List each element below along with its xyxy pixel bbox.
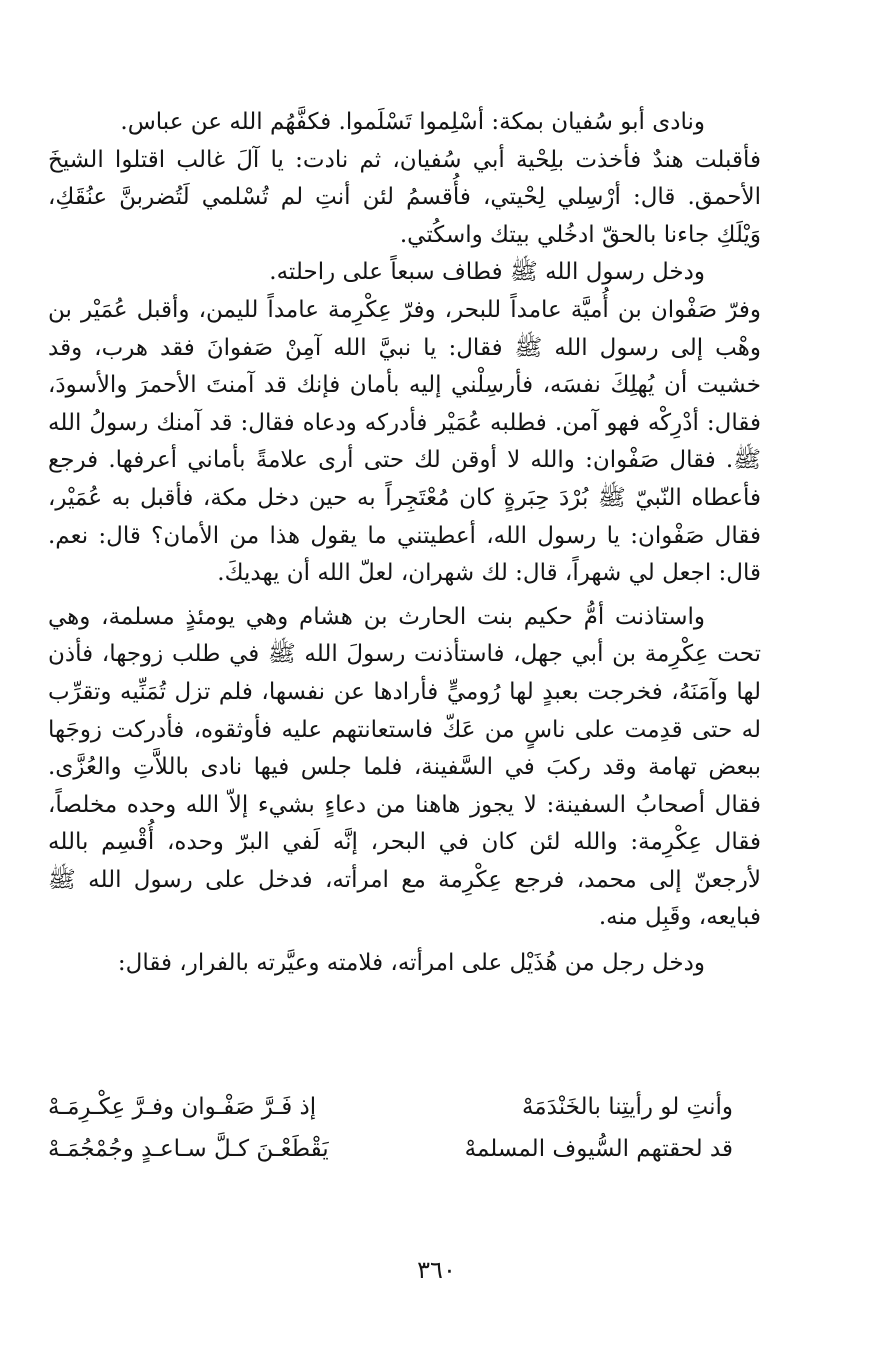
verse-intro: ودخل رجل من هُذَيْل على امرأته، فلامته وعيَّرته بالفرار، فقال:: [117, 950, 705, 977]
paragraph: ودخل رسول الله ﷺ فطاف سبعاً على راحلته.: [269, 259, 705, 286]
paragraph: فأقبلت هندٌ فأخذت بلِحْية أبي سُفيان، ثم نادت: يا آلَ غالب اقتلوا الشيخَ الأحمق. قال: أرْسِلي لِحْيتي، فأُقسمُ لئن أنتِ لم تُسْلمي لَتُضربنَّ عنُقَكِ، وَيْلَكِ جاءنا بالحقّ ادخُلي بيتك واسكُتي.: [48, 146, 761, 248]
verse-second-hemistich: إذ فَـرَّ صَفْـوان وفـرَّ عِكْـرِمَـهْ: [48, 1094, 317, 1120]
paragraph: واستاذنت أمُّ حكيم بنت الحارث بن هشام وهي يومئذٍ مسلمة، وهي تحت عِكْرِمة بن أبي جهل، فاستأذنت رسولَ الله ﷺ في طلب زوجها، فأذن لها وآمَنَهُ، فخرجت بعبدٍ لها رُوميٍّ فأرادها عن نفسها، فلم تزل تُمَنِّيه وتقرِّب له حتى قدِمت على ناسٍ من عَكّ فاستعانتهم عليه فأوثقوه، فأدركت زوجَها ببعض تهامة وقد ركبَ في السَّفينة، فلما جلس فيها نادى باللاَّتِ والعُزَّى. فقال أصحابُ السفينة: لا يجوز هاهنا من دعاءٍ بشيء إلاّ الله وحده مخلصاً، فقال عِكْرِمة: والله لئن كان في البحر، إنَّه لَفي البرّ وحده، أُقْسِم بالله لأرجعنّ إلى محمد، فرجع عِكْرِمة مع امرأته، فدخل على رسول الله ﷺ فبايعه، وقَبِل منه.: [48, 603, 761, 931]
paragraph: ونادى أبو سُفيان بمكة: أسْلِموا تَسْلَموا. فكفَّهُم الله عن عباس.: [120, 109, 705, 135]
verse-second-hemistich: يَقْطَعْـنَ كـلَّ سـاعـدٍ وجُمْجُمَـهْ: [48, 1136, 329, 1162]
verse-first-hemistich: وأنتِ لو رأيتِنا بالخَنْدَمَهْ: [521, 1094, 733, 1120]
verse-line: [48, 1128, 733, 1170]
verse-first-hemistich: قد لحقتهم السُّيوف المسلمهْ: [464, 1136, 733, 1162]
main-text: [48, 104, 761, 983]
paragraph: وفرّ صَفْوان بن أُميَّة عامداً للبحر، وفرّ عِكْرِمة عامداً لليمن، وأقبل عُمَيْر بن وهْب إلى رسول الله ﷺ فقال: يا نبيَّ الله آمِنْ صَفوانَ فقد هرب، وقد خشيت أن يُهلِكَ نفسَه، فأرسِلْني إليه بأمان فإنك قد آمنتَ الأحمرَ والأسودَ، فقال: أدْرِكْه فهو آمن. فطلبه عُمَيْر فأدركه ودعاه فقال: قد آمنك رسولُ الله ﷺ. فقال صَفْوان: والله لا أوقن لك حتى أرى علامةً بأماني أعرفها. فرجع فأعطاه النّبيّ ﷺ بُرْدَ حِبَرةٍ كان مُعْتَجِراً به حين دخل مكة، فأقبل به عُمَيْر، فقال صَفْوان: يا رسول الله، أعطيتني ما يقول هذا من الأمان؟ قال: نعم. قال: اجعل لي شهراً، قال: لك شهران، لعلّ الله أن يهديكَ.: [48, 296, 761, 587]
page-number: ٣٦٠: [417, 1256, 456, 1284]
verse-line: [48, 1086, 733, 1128]
poem-verses: [48, 1086, 733, 1170]
